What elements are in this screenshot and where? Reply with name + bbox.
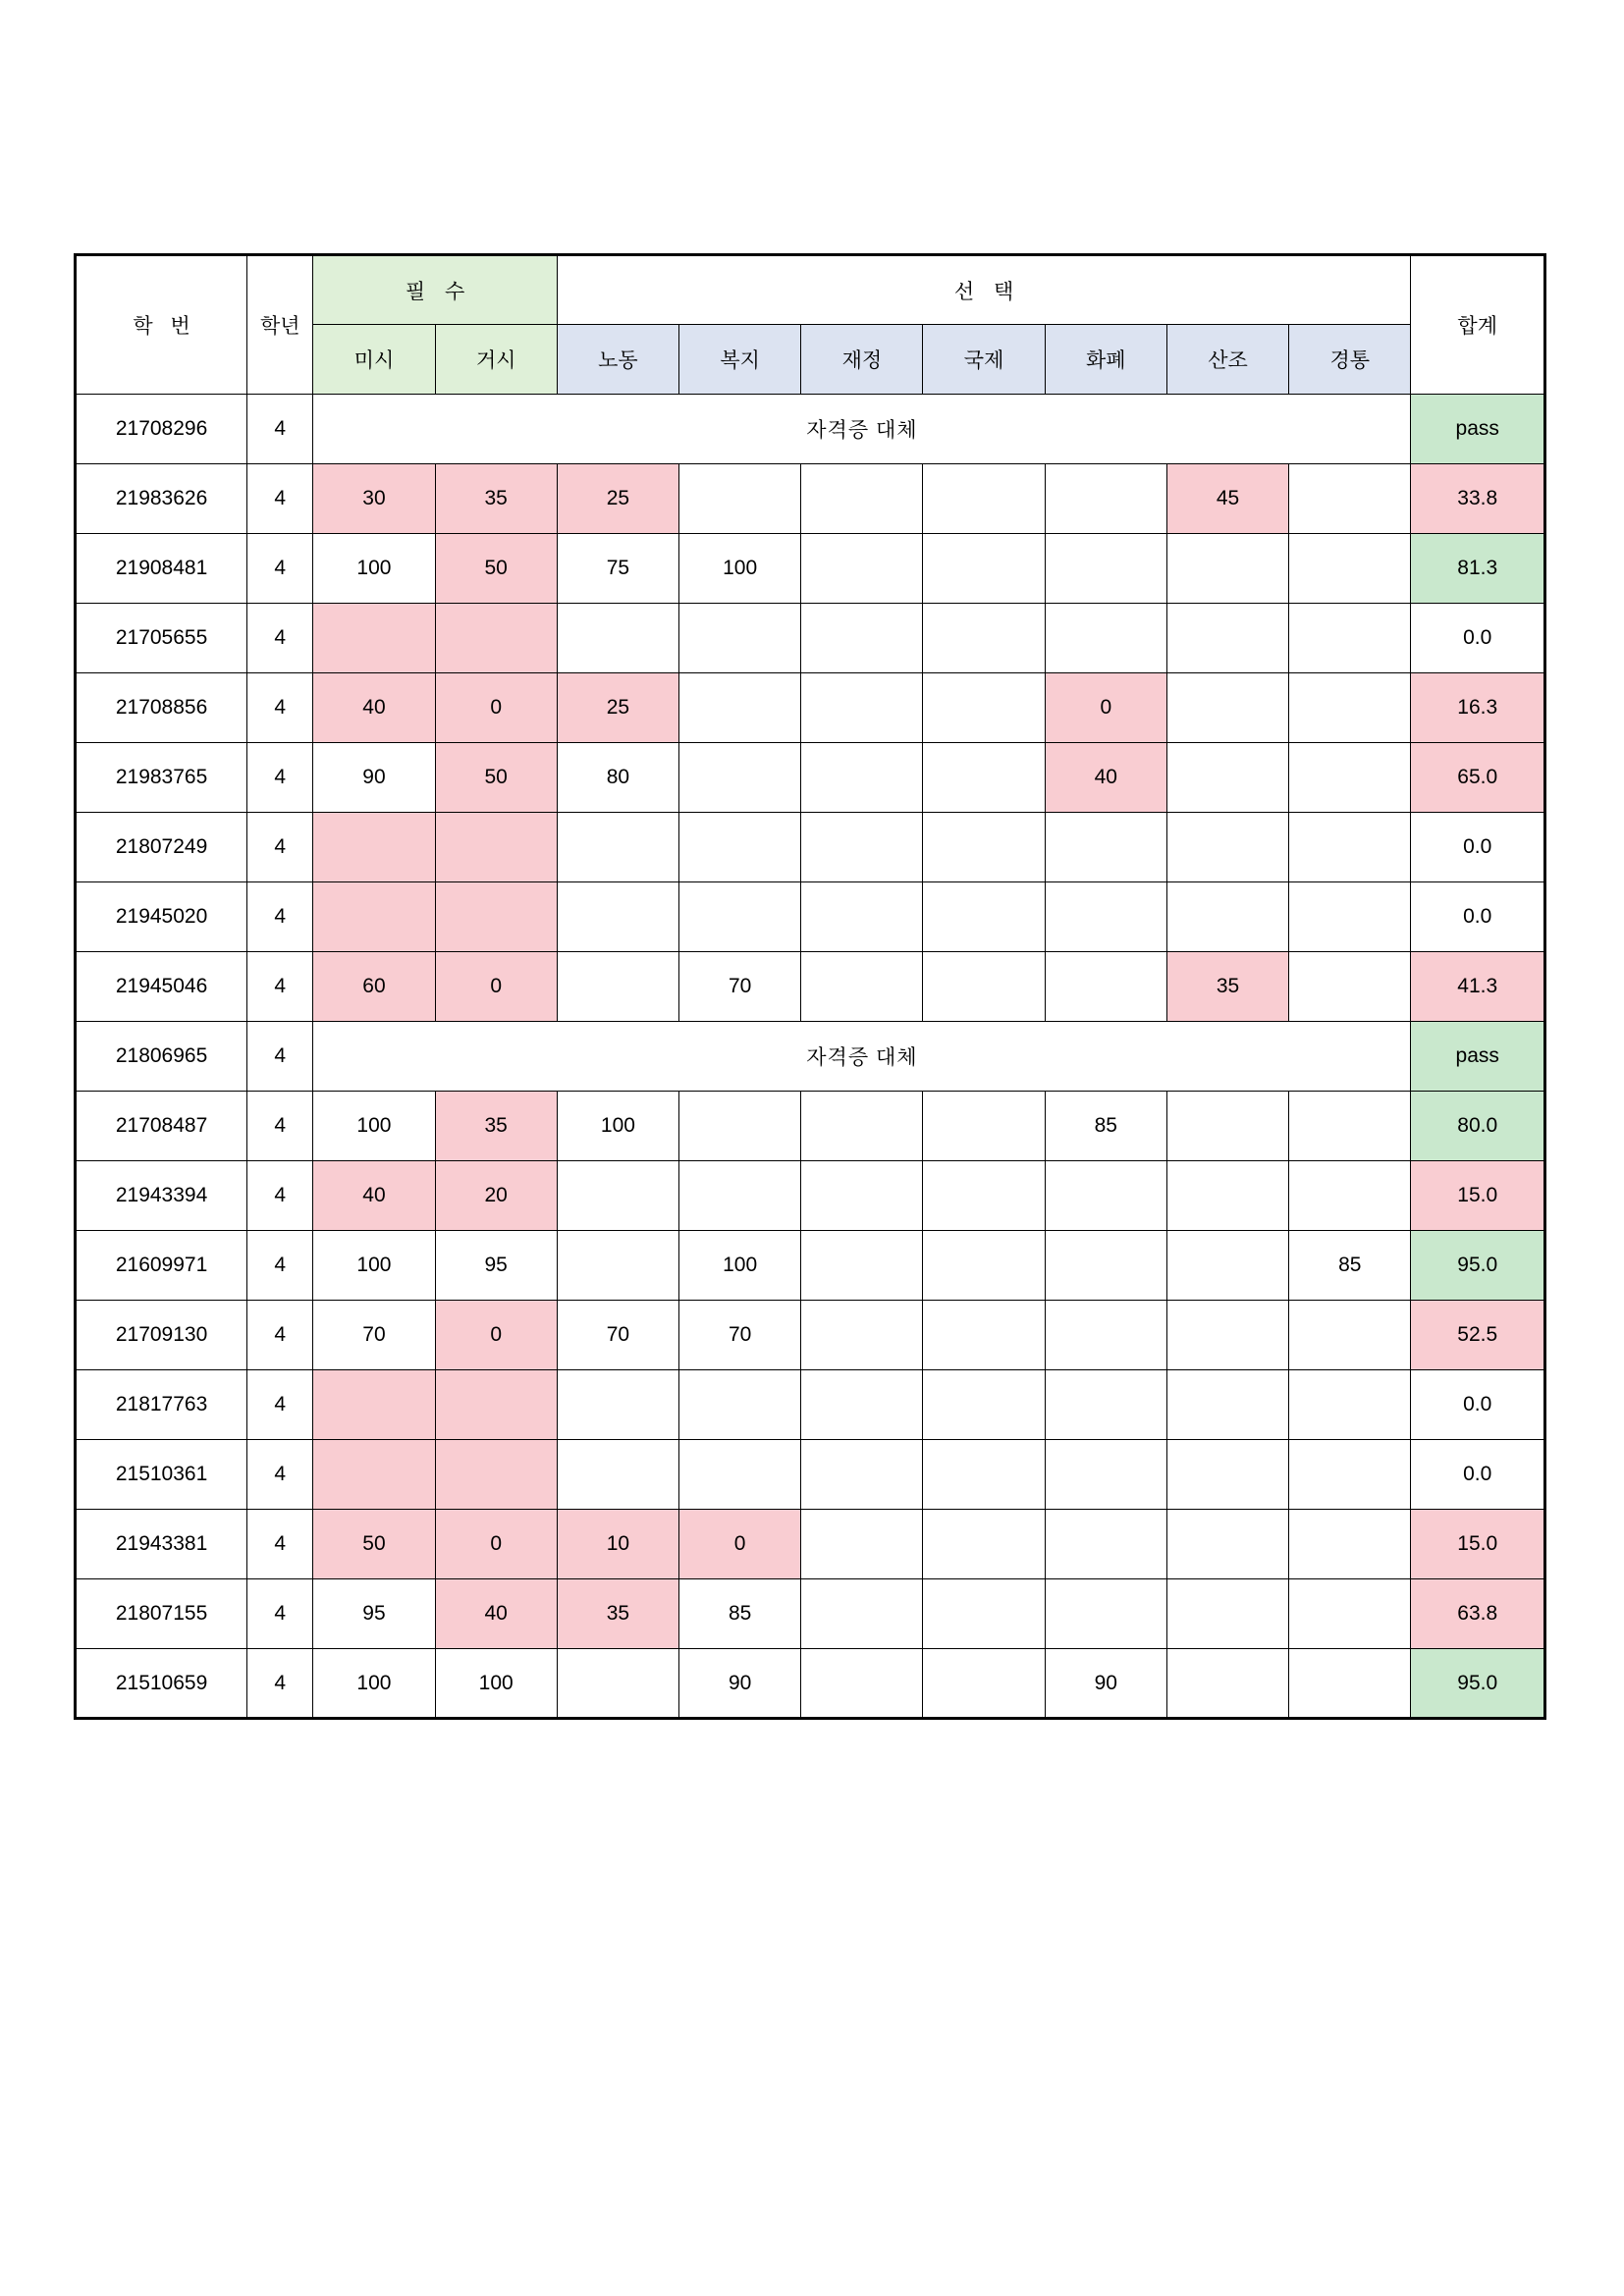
cell-score: [1045, 534, 1166, 604]
cell-score: [557, 1231, 678, 1301]
cell-score: [801, 673, 923, 743]
cell-score: [923, 1510, 1045, 1579]
table-row: [76, 1301, 1545, 1370]
table-row: [76, 1022, 1545, 1092]
cell-score: 70: [679, 1301, 801, 1370]
header-subject-jaejeong: 재정: [801, 325, 923, 395]
header-subject-gyeongtong: 경통: [1289, 325, 1411, 395]
cell-score: [1289, 1649, 1411, 1719]
table-body: [76, 395, 1545, 1719]
header-group-required: 필 수: [313, 255, 557, 325]
cell-year: 4: [247, 813, 313, 882]
cell-score: [557, 1440, 678, 1510]
cell-year: 4: [247, 882, 313, 952]
header-student-id: 학 번: [76, 255, 247, 395]
cell-score: [1289, 673, 1411, 743]
cell-note: 자격증 대체: [313, 395, 1411, 464]
cell-score: [679, 464, 801, 534]
cell-score: [1045, 813, 1166, 882]
cell-score: [1045, 1231, 1166, 1301]
cell-year: 4: [247, 673, 313, 743]
cell-score: [801, 813, 923, 882]
table-row: [76, 1231, 1545, 1301]
cell-total: 95.0: [1411, 1649, 1545, 1719]
cell-year: 4: [247, 1301, 313, 1370]
table-row: [76, 464, 1545, 534]
cell-score: [557, 813, 678, 882]
cell-score: [1045, 1579, 1166, 1649]
cell-student-id: 21708856: [76, 673, 247, 743]
cell-score: [679, 1370, 801, 1440]
cell-score: [1289, 1161, 1411, 1231]
cell-score: [435, 882, 557, 952]
cell-score: [557, 1370, 678, 1440]
table-row: [76, 1161, 1545, 1231]
cell-student-id: 21708487: [76, 1092, 247, 1161]
cell-score: 100: [679, 1231, 801, 1301]
cell-year: 4: [247, 1022, 313, 1092]
cell-score: [801, 952, 923, 1022]
cell-score: [313, 882, 435, 952]
cell-score: 0: [679, 1510, 801, 1579]
table-row: [76, 395, 1545, 464]
cell-score: [923, 1231, 1045, 1301]
cell-score: [679, 673, 801, 743]
cell-score: [923, 464, 1045, 534]
cell-total: pass: [1411, 395, 1545, 464]
cell-score: [801, 882, 923, 952]
cell-score: [801, 743, 923, 813]
cell-score: 50: [313, 1510, 435, 1579]
table-row: [76, 1510, 1545, 1579]
table-row: [76, 673, 1545, 743]
cell-score: [1166, 1510, 1288, 1579]
cell-score: 40: [313, 1161, 435, 1231]
cell-year: 4: [247, 1510, 313, 1579]
cell-student-id: 21945020: [76, 882, 247, 952]
header-subject-gukje: 국제: [923, 325, 1045, 395]
cell-score: [1045, 952, 1166, 1022]
header-subject-hwapye: 화폐: [1045, 325, 1166, 395]
table-header: [76, 255, 1545, 395]
cell-student-id: 21709130: [76, 1301, 247, 1370]
cell-score: 85: [679, 1579, 801, 1649]
cell-student-id: 21806965: [76, 1022, 247, 1092]
cell-score: 30: [313, 464, 435, 534]
table-row: [76, 952, 1545, 1022]
cell-score: 40: [313, 673, 435, 743]
cell-score: [1166, 813, 1288, 882]
table-row: [76, 882, 1545, 952]
table-row: [76, 1370, 1545, 1440]
cell-score: 85: [1289, 1231, 1411, 1301]
cell-score: [435, 813, 557, 882]
cell-score: [679, 604, 801, 673]
cell-score: [1045, 1510, 1166, 1579]
cell-score: [1289, 1579, 1411, 1649]
cell-score: [1289, 1301, 1411, 1370]
cell-total: 0.0: [1411, 1370, 1545, 1440]
cell-score: [435, 604, 557, 673]
cell-score: [923, 952, 1045, 1022]
cell-score: 25: [557, 464, 678, 534]
cell-score: 50: [435, 534, 557, 604]
cell-score: [679, 743, 801, 813]
cell-score: [1045, 1161, 1166, 1231]
cell-note: 자격증 대체: [313, 1022, 1411, 1092]
cell-student-id: 21943381: [76, 1510, 247, 1579]
cell-score: 40: [435, 1579, 557, 1649]
cell-score: [1166, 1649, 1288, 1719]
cell-score: [1289, 882, 1411, 952]
cell-score: 100: [313, 1092, 435, 1161]
cell-score: [923, 1579, 1045, 1649]
cell-score: [801, 534, 923, 604]
cell-score: [1166, 882, 1288, 952]
cell-score: [1045, 882, 1166, 952]
cell-score: [313, 813, 435, 882]
cell-score: 85: [1045, 1092, 1166, 1161]
cell-student-id: 21983626: [76, 464, 247, 534]
cell-total: 0.0: [1411, 882, 1545, 952]
cell-score: 0: [435, 673, 557, 743]
cell-score: 90: [679, 1649, 801, 1719]
cell-score: [801, 1579, 923, 1649]
cell-score: 100: [557, 1092, 678, 1161]
cell-score: [1045, 604, 1166, 673]
cell-score: [1166, 1092, 1288, 1161]
header-row-group: [76, 255, 1545, 325]
cell-year: 4: [247, 604, 313, 673]
cell-year: 4: [247, 464, 313, 534]
cell-score: [923, 882, 1045, 952]
cell-student-id: 21807249: [76, 813, 247, 882]
cell-score: [313, 604, 435, 673]
cell-score: 50: [435, 743, 557, 813]
cell-score: [679, 1092, 801, 1161]
table-row: [76, 604, 1545, 673]
grade-table: [74, 253, 1546, 1720]
cell-score: [1289, 952, 1411, 1022]
cell-score: 100: [313, 1231, 435, 1301]
cell-score: [923, 1649, 1045, 1719]
cell-score: [801, 1370, 923, 1440]
cell-score: [679, 882, 801, 952]
cell-score: [1045, 1370, 1166, 1440]
cell-score: [1289, 1510, 1411, 1579]
cell-year: 4: [247, 1161, 313, 1231]
cell-score: [1045, 1301, 1166, 1370]
cell-year: 4: [247, 743, 313, 813]
cell-score: [1166, 1301, 1288, 1370]
cell-score: [923, 604, 1045, 673]
cell-score: 95: [313, 1579, 435, 1649]
cell-score: [923, 743, 1045, 813]
cell-student-id: 21945046: [76, 952, 247, 1022]
cell-score: 0: [435, 1301, 557, 1370]
cell-score: [1166, 1161, 1288, 1231]
cell-score: [1289, 813, 1411, 882]
cell-score: 35: [1166, 952, 1288, 1022]
cell-total: pass: [1411, 1022, 1545, 1092]
cell-student-id: 21510361: [76, 1440, 247, 1510]
cell-score: [557, 952, 678, 1022]
cell-score: 95: [435, 1231, 557, 1301]
cell-score: [1045, 1440, 1166, 1510]
cell-total: 16.3: [1411, 673, 1545, 743]
header-subject-sanjo: 산조: [1166, 325, 1288, 395]
cell-score: [1166, 604, 1288, 673]
cell-score: [1166, 1440, 1288, 1510]
table-row: [76, 1092, 1545, 1161]
header-year: 학년: [247, 255, 313, 395]
cell-student-id: 21943394: [76, 1161, 247, 1231]
cell-score: [679, 813, 801, 882]
cell-year: 4: [247, 1370, 313, 1440]
cell-score: [1166, 743, 1288, 813]
cell-student-id: 21708296: [76, 395, 247, 464]
cell-score: 70: [313, 1301, 435, 1370]
cell-score: 70: [557, 1301, 678, 1370]
cell-total: 81.3: [1411, 534, 1545, 604]
cell-score: 25: [557, 673, 678, 743]
cell-total: 52.5: [1411, 1301, 1545, 1370]
cell-score: [1166, 1231, 1288, 1301]
cell-score: [801, 1510, 923, 1579]
cell-student-id: 21705655: [76, 604, 247, 673]
cell-score: [1166, 673, 1288, 743]
cell-total: 80.0: [1411, 1092, 1545, 1161]
cell-score: 75: [557, 534, 678, 604]
cell-score: [801, 1161, 923, 1231]
cell-score: [801, 1301, 923, 1370]
cell-score: 100: [435, 1649, 557, 1719]
cell-score: [1289, 1370, 1411, 1440]
cell-student-id: 21908481: [76, 534, 247, 604]
table-row: [76, 1649, 1545, 1719]
cell-total: 41.3: [1411, 952, 1545, 1022]
cell-score: [923, 1301, 1045, 1370]
cell-score: [557, 882, 678, 952]
cell-score: [435, 1370, 557, 1440]
cell-score: 90: [313, 743, 435, 813]
cell-score: [557, 1161, 678, 1231]
cell-score: 35: [435, 464, 557, 534]
cell-score: 45: [1166, 464, 1288, 534]
cell-year: 4: [247, 952, 313, 1022]
cell-score: [313, 1440, 435, 1510]
cell-year: 4: [247, 1440, 313, 1510]
cell-score: [801, 464, 923, 534]
cell-score: 80: [557, 743, 678, 813]
cell-score: [679, 1440, 801, 1510]
cell-student-id: 21609971: [76, 1231, 247, 1301]
cell-student-id: 21510659: [76, 1649, 247, 1719]
cell-score: [1166, 1579, 1288, 1649]
table-row: [76, 534, 1545, 604]
cell-score: 35: [557, 1579, 678, 1649]
cell-score: [1289, 1092, 1411, 1161]
cell-score: [557, 604, 678, 673]
cell-score: 0: [435, 1510, 557, 1579]
cell-year: 4: [247, 1649, 313, 1719]
cell-score: [923, 813, 1045, 882]
cell-score: 35: [435, 1092, 557, 1161]
cell-year: 4: [247, 534, 313, 604]
table-row: [76, 813, 1545, 882]
cell-score: [679, 1161, 801, 1231]
cell-score: [557, 1649, 678, 1719]
cell-total: 0.0: [1411, 604, 1545, 673]
header-group-elective: 선 택: [557, 255, 1411, 325]
cell-score: [1289, 1440, 1411, 1510]
header-subject-geosi: 거시: [435, 325, 557, 395]
table-row: [76, 1579, 1545, 1649]
cell-score: [923, 1161, 1045, 1231]
cell-score: [801, 1440, 923, 1510]
cell-score: [313, 1370, 435, 1440]
cell-student-id: 21983765: [76, 743, 247, 813]
cell-score: 90: [1045, 1649, 1166, 1719]
cell-student-id: 21807155: [76, 1579, 247, 1649]
cell-score: [923, 1370, 1045, 1440]
cell-total: 65.0: [1411, 743, 1545, 813]
cell-score: [1166, 1370, 1288, 1440]
cell-year: 4: [247, 1231, 313, 1301]
cell-total: 15.0: [1411, 1161, 1545, 1231]
cell-score: 20: [435, 1161, 557, 1231]
cell-student-id: 21817763: [76, 1370, 247, 1440]
cell-score: 100: [679, 534, 801, 604]
cell-score: 100: [313, 1649, 435, 1719]
cell-score: [1166, 534, 1288, 604]
cell-score: 60: [313, 952, 435, 1022]
table-row: [76, 1440, 1545, 1510]
cell-score: 100: [313, 534, 435, 604]
cell-score: [923, 1092, 1045, 1161]
cell-total: 33.8: [1411, 464, 1545, 534]
cell-score: [1289, 743, 1411, 813]
cell-total: 0.0: [1411, 1440, 1545, 1510]
cell-score: [923, 673, 1045, 743]
cell-score: 40: [1045, 743, 1166, 813]
header-total: 합계: [1411, 255, 1545, 395]
cell-score: 0: [435, 952, 557, 1022]
cell-score: [801, 1649, 923, 1719]
cell-score: [1289, 604, 1411, 673]
cell-score: [435, 1440, 557, 1510]
cell-score: 70: [679, 952, 801, 1022]
cell-score: [801, 1092, 923, 1161]
cell-score: [1289, 534, 1411, 604]
cell-year: 4: [247, 395, 313, 464]
cell-score: 10: [557, 1510, 678, 1579]
cell-total: 63.8: [1411, 1579, 1545, 1649]
header-subject-nodong: 노동: [557, 325, 678, 395]
cell-score: [801, 1231, 923, 1301]
cell-score: 0: [1045, 673, 1166, 743]
cell-total: 15.0: [1411, 1510, 1545, 1579]
cell-score: [801, 604, 923, 673]
cell-score: [1045, 464, 1166, 534]
table-row: [76, 743, 1545, 813]
cell-score: [923, 534, 1045, 604]
cell-total: 95.0: [1411, 1231, 1545, 1301]
header-subject-misi: 미시: [313, 325, 435, 395]
cell-year: 4: [247, 1579, 313, 1649]
grade-sheet: [74, 253, 1546, 1720]
cell-total: 0.0: [1411, 813, 1545, 882]
cell-year: 4: [247, 1092, 313, 1161]
header-subject-bokji: 복지: [679, 325, 801, 395]
cell-score: [923, 1440, 1045, 1510]
cell-score: [1289, 464, 1411, 534]
